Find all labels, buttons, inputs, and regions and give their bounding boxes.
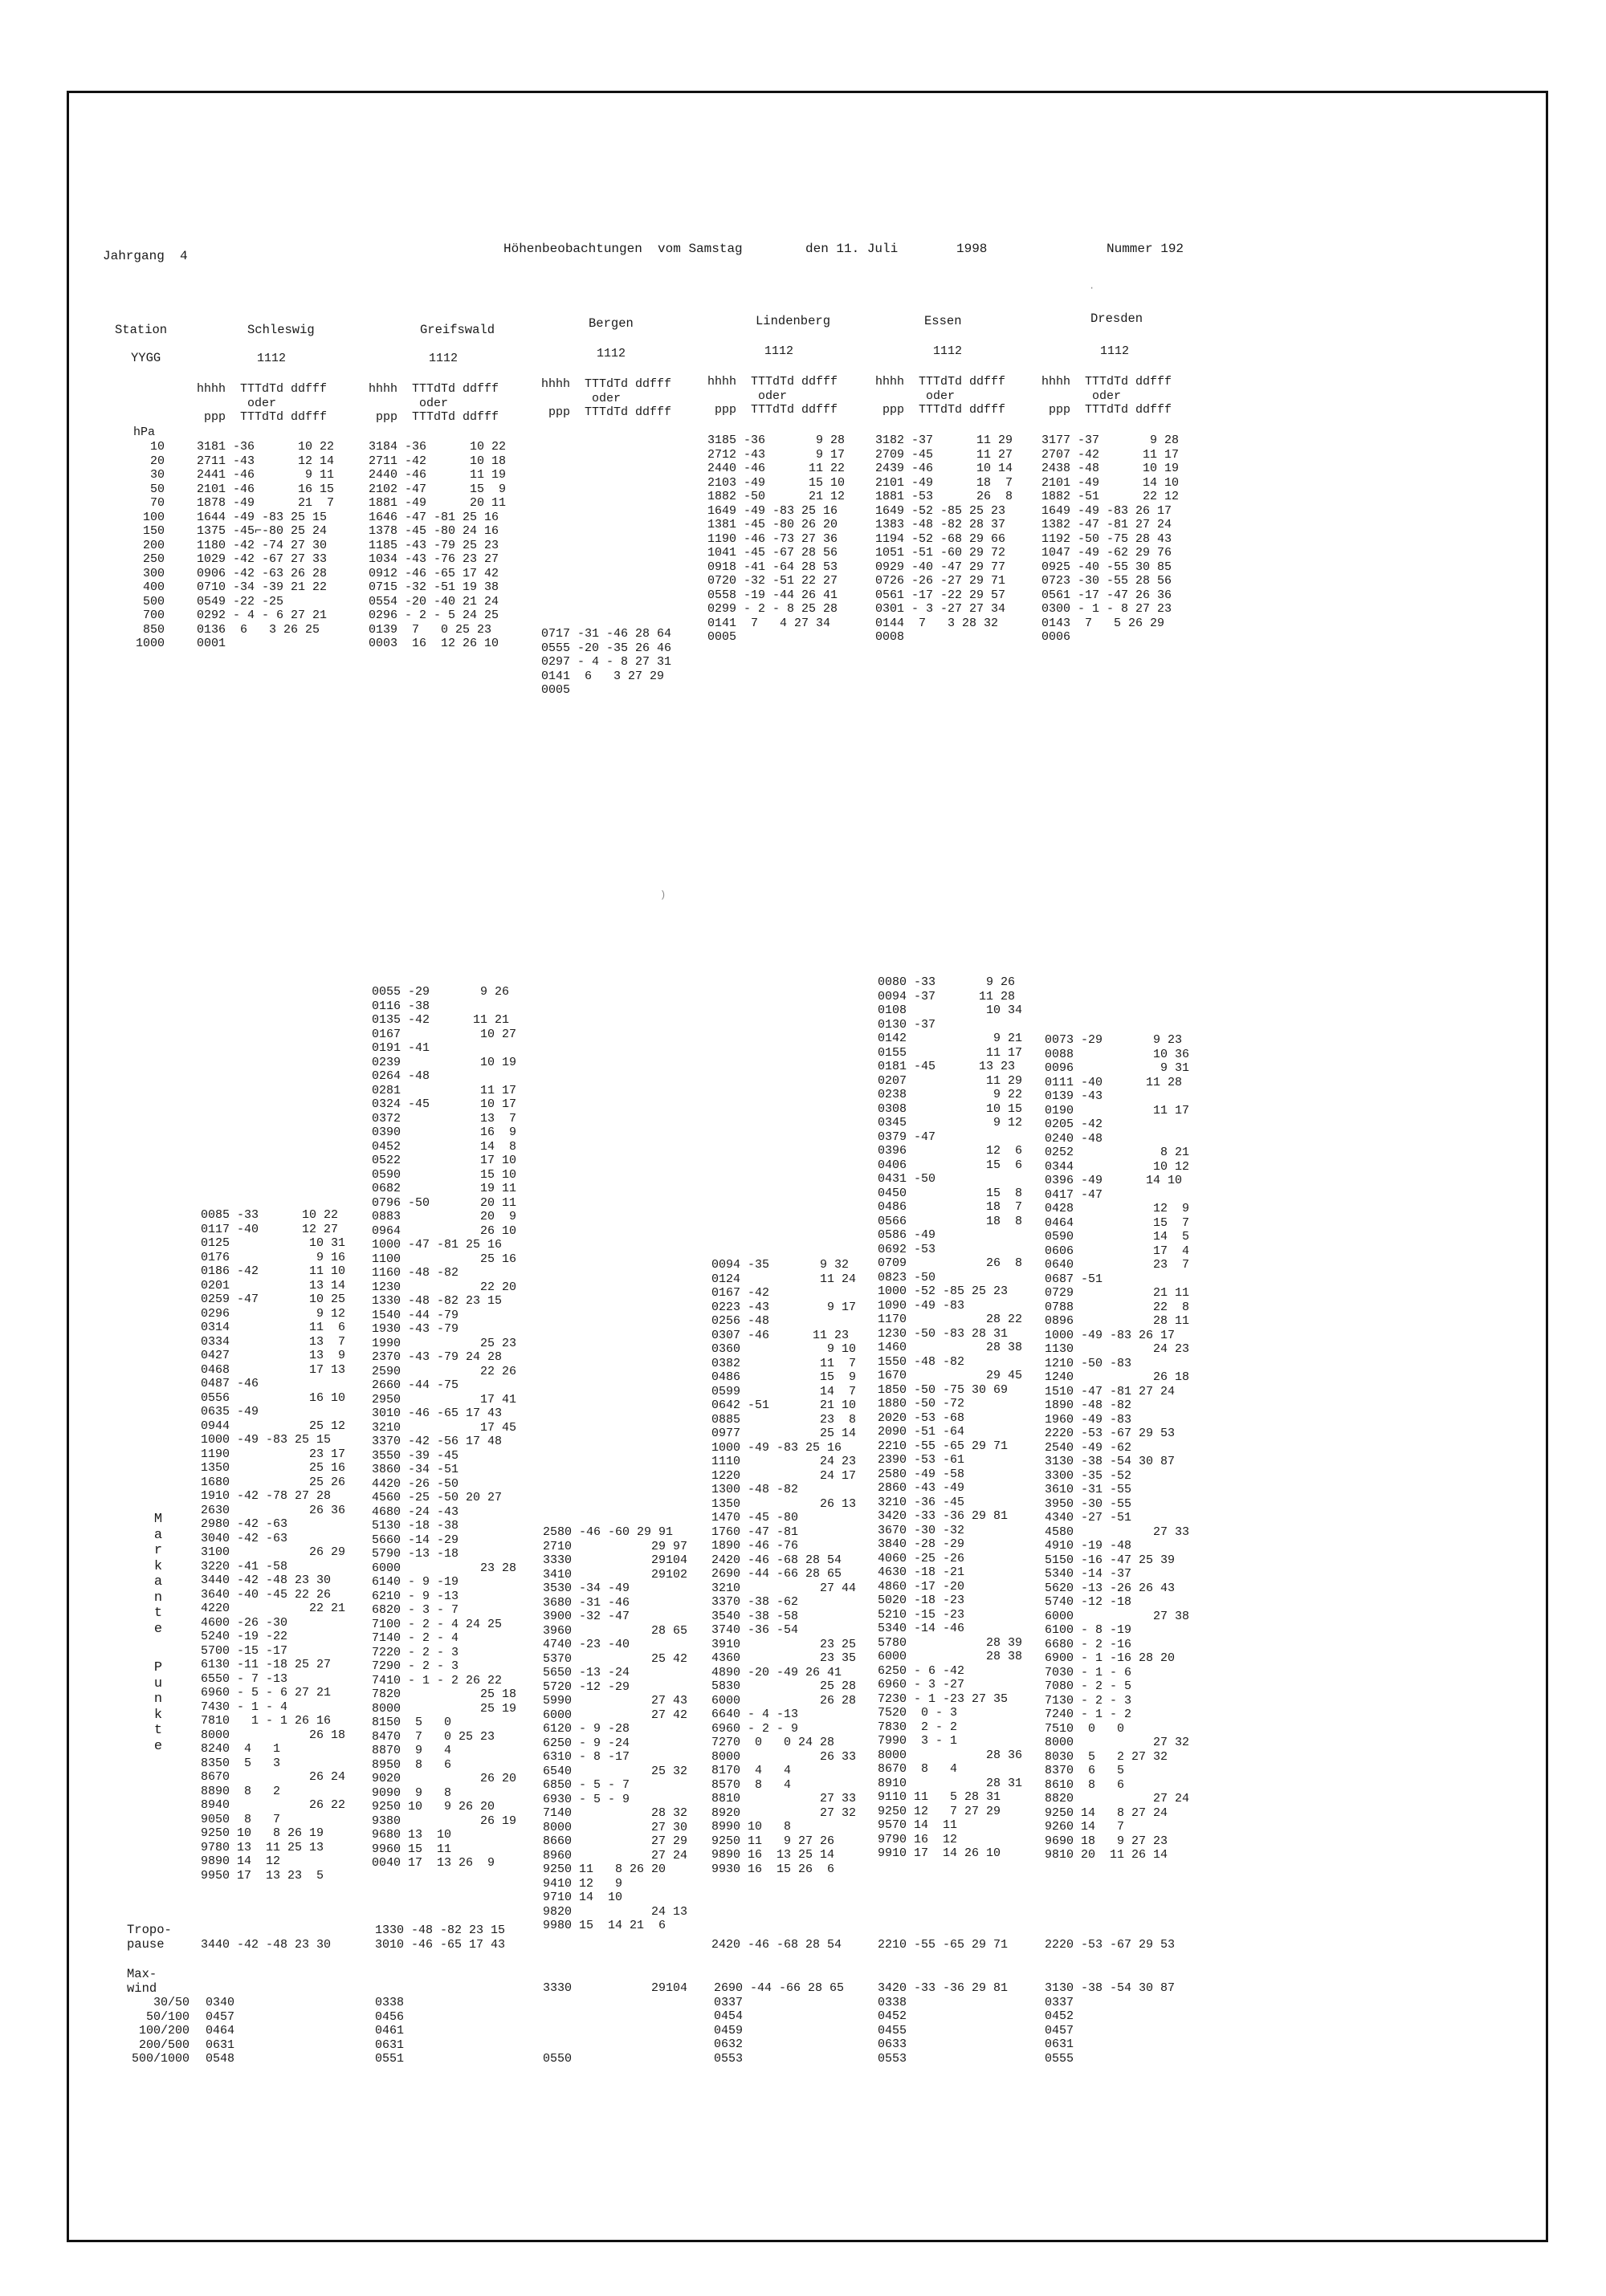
column-header-essen: hhhh TTTdTd ddfff oder ppp TTTdTd ddfff [875,375,1006,417]
punkte-label: P u n k t e [153,1660,163,1754]
stray-mark: · [1089,283,1095,294]
maxwind-schleswig: 0340 0457 0464 0631 0548 [206,1996,235,2066]
tropopause-lindenberg: 2420 -46 -68 28 54 [711,1938,842,1952]
standard-levels-dresden: 3177 -37 9 28 2707 -42 11 17 2438 -48 10 19 2101 -49 14 10 1882 -51 22 12 1649 -49 -83 26 17 1382 -47 -81 27 24 1192 -50 -75 28 43 1047 -49 -62 29 76 0925 -40 -55 30 85 0723 -30 -55 28 56 0561 -17 -47 26 36 0300 - 1 - 8 27 23 0143 7 5 26 29 0006 [1041,434,1180,644]
maxwind-essen: 3420 -33 -36 29 81 0338 0452 0455 0633 0553 [878,1981,1009,2066]
maxwind-bergen: 3330 29104 0550 [543,1981,688,2066]
report-number: Nummer 192 [1107,242,1184,256]
station-yygg-greifswald: 1112 [429,352,459,365]
station-name-essen: Essen [924,314,962,328]
significant-points-greifswald: 0055 -29 9 26 0116 -38 0135 -42 11 21 0167 10 27 0191 -41 0239 10 19 0264 -48 0281 11 17 0324 -45 10 17 0372 13 7 0390 16 9 0452 14 8 0522 17 10 0590 15 10 0682 19 11 0796 -50 20 11 0883 20 9 0964 26 10 1000 -47 -81 25 16 1100 25 16 1160 -48 -82 1230 22 20 1330 -48 -82 23 15 1540 -44 -79 1930 -43 -79 1990 25 23 2370 -43 -79 24 28 2590 22 26 2660 -44 -75 2950 17 41 3010 -46 -65 17 43 3210 17 45 3370 -42 -56 17 48 3550 -39 -45 3860 -34 -51 4420 -26 -50 4560 -25 -50 20 27 4680 -24 -43 5130 -18 -38 5660 -14 -29 5790 -13 -18 6000 23 28 6140 - 9 -19 6210 - 9 -13 6820 - 3 - 7 7100 - 2 - 4 24 25 7140 - 2 - 4 7220 - 2 - 3 7290 - 2 - 3 7410 - 1 - 2 26 22 7820 25 18 8000 25 19 8150 5 0 8470 7 0 25 23 8870 9 4 8950 8 6 9020 26 20 9090 9 8 9250 10 9 26 20 9380 26 19 9680 13 10 9960 15 11 0040 17 13 26 9 [372,985,517,1870]
column-header-dresden: hhhh TTTdTd ddfff oder ppp TTTdTd ddfff [1041,375,1172,417]
standard-levels-schleswig: 3181 -36 10 22 2711 -43 12 14 2441 -46 9 11 2101 -46 16 15 1878 -49 21 7 1644 -49 -83 25 15 1375 -45⌐-80 25 24 1180 -42 -74 27 30 1029 -42 -67 27 33 0906 -42 -63 26 28 0710 -34 -39 21 22 0549 -22 -25 0292 - 4 - 6 27 21 0136 6 3 26 25 0001 [197,440,335,650]
significant-points-lindenberg: 0094 -35 9 32 0124 11 24 0167 -42 0223 -43 9 17 0256 -48 0307 -46 11 23 0360 9 10 0382 11 7 0486 15 9 0599 14 7 0642 -51 21 10 0885 23 8 0977 25 14 1000 -49 -83 25 16 1110 24 23 1220 24 17 1300 -48 -82 1350 26 13 1470 -45 -80 1760 -47 -81 1890 -46 -76 2420 -46 -68 28 54 2690 -44 -66 28 65 3210 27 44 3370 -38 -62 3540 -38 -58 3740 -36 -54 3910 23 25 4360 23 35 4890 -20 -49 26 41 5830 25 28 6000 26 28 6640 - 4 -13 6960 - 2 - 9 7270 0 0 24 28 8000 26 33 8170 4 4 8570 8 4 8810 27 33 8920 27 32 8990 10 8 9250 11 9 27 26 9890 16 13 25 14 9930 16 15 26 6 [711,1258,857,1876]
tropopause-essen: 2210 -55 -65 29 71 [878,1938,1009,1952]
maxwind-dresden: 3130 -38 -54 30 87 0337 0452 0457 0631 0555 [1045,1981,1176,2066]
standard-levels-lindenberg: 3185 -36 9 28 2712 -43 9 17 2440 -46 11 22 2103 -49 15 10 1882 -50 21 12 1649 -49 -83 25 16 1381 -45 -80 26 20 1190 -46 -73 27 36 1041 -45 -67 28 56 0918 -41 -64 28 53 0720 -32 -51 22 27 0558 -19 -44 26 41 0299 - 2 - 8 25 28 0141 7 4 27 34 0005 [707,434,846,644]
report-title: Höhenbeobachtungen vom Samstag [503,242,743,256]
stray-mark: ) [660,889,666,901]
station-yygg-essen: 1112 [933,344,963,358]
maxwind-label: Max- wind [127,1967,157,1996]
station-yygg-lindenberg: 1112 [764,344,794,358]
significant-points-bergen: 2580 -46 -60 29 91 2710 29 97 3330 29104 3410 29102 3530 -34 -49 3680 -31 -46 3900 -32 -47 3960 28 65 4740 -23 -40 5370 25 42 5650 -13 -24 5720 -12 -29 5990 27 43 6000 27 42 6120 - 9 -28 6250 - 9 -24 6310 - 8 -17 6540 25 32 6850 - 5 - 7 6930 - 5 - 9 7140 28 32 8000 27 30 8660 27 29 8960 27 24 9250 11 8 26 20 9410 12 9 9710 14 10 9820 24 13 9980 15 14 21 6 [543,1525,688,1932]
report-date: den 11. Juli [805,242,899,256]
tropopause-schleswig: 3440 -42 -48 23 30 [201,1938,332,1952]
station-name-schleswig: Schleswig [247,323,315,337]
column-header-bergen: hhhh TTTdTd ddfff oder ppp TTTdTd ddfff [541,377,672,419]
wind-levels: 30/50 50/100 100/200 200/500 500/1000 [131,1996,190,2066]
significant-points-dresden: 0073 -29 9 23 0088 10 36 0096 9 31 0111 -40 11 28 0139 -43 0190 11 17 0205 -42 0240 -48 0252 8 21 0344 10 12 0396 -49 14 10 0417 -47 0428 12 9 0464 15 7 0590 14 5 0606 17 4 0640 23 7 0687 -51 0729 21 11 0788 22 8 0896 28 11 1000 -49 -83 26 17 1130 24 23 1210 -50 -83 1240 26 18 1510 -47 -81 27 24 1890 -48 -82 1960 -49 -83 2220 -53 -67 29 53 2540 -49 -62 3130 -38 -54 30 87 3300 -35 -52 3610 -31 -55 3950 -30 -55 4340 -27 -51 4580 27 33 4910 -19 -48 5150 -16 -47 25 39 5340 -14 -37 5620 -13 -26 26 43 5740 -12 -18 6000 27 38 6100 - 8 -19 6680 - 2 -16 6900 - 1 -16 28 20 7030 - 1 - 6 7080 - 2 - 5 7130 - 2 - 3 7240 - 1 - 2 7510 0 0 8000 27 32 8030 5 2 27 32 8370 6 5 8610 8 6 8820 27 24 9250 14 8 27 24 9260 14 7 9690 18 9 27 23 9810 20 11 26 14 [1045,1033,1190,1862]
maxwind-lindenberg: 2690 -44 -66 28 65 0337 0454 0459 0632 0553 [714,1981,845,2066]
station-yygg-bergen: 1112 [597,347,626,360]
standard-levels-essen: 3182 -37 11 29 2709 -45 11 27 2439 -46 10 14 2101 -49 18 7 1881 -53 26 8 1649 -52 -85 25 23 1383 -48 -82 28 37 1194 -52 -68 29 66 1051 -51 -60 29 72 0929 -40 -47 29 77 0726 -26 -27 29 71 0561 -17 -22 29 57 0301 - 3 -27 27 34 0144 7 3 28 32 0008 [875,434,1013,644]
tropopause-dresden: 2220 -53 -67 29 53 [1045,1938,1176,1952]
station-name-lindenberg: Lindenberg [756,314,831,328]
tropopause-greifswald: 1330 -48 -82 23 15 3010 -46 -65 17 43 [375,1924,506,1952]
tropopause-label: Tropo- pause [127,1923,172,1952]
column-header-lindenberg: hhhh TTTdTd ddfff oder ppp TTTdTd ddfff [707,375,838,417]
station-yygg-schleswig: 1112 [257,352,287,365]
markante-label: M a r k a n t e [153,1512,163,1637]
station-yygg-dresden: 1112 [1100,344,1130,358]
significant-points-essen: 0080 -33 9 26 0094 -37 11 28 0108 10 34 0130 -37 0142 9 21 0155 11 17 0181 -45 13 23 0207 11 29 0238 9 22 0308 10 15 0345 9 12 0379 -47 0396 12 6 0406 15 6 0431 -50 0450 15 8 0486 18 7 0566 18 8 0586 -49 0692 -53 0709 26 8 0823 -50 1000 -52 -85 25 23 1090 -49 -83 1170 28 22 1230 -50 -83 28 31 1460 28 38 1550 -48 -82 1670 29 45 1850 -50 -75 30 69 1880 -50 -72 2020 -53 -68 2090 -51 -64 2210 -55 -65 29 71 2390 -53 -61 2580 -49 -58 2860 -43 -49 3210 -36 -45 3420 -33 -36 29 81 3670 -30 -32 3840 -28 -29 4060 -25 -26 4630 -18 -21 4860 -17 -20 5020 -18 -23 5210 -15 -23 5340 -14 -46 5780 28 39 6000 28 38 6250 - 6 -42 6960 - 3 -27 7230 - 1 -23 27 35 7520 0 - 3 7830 2 - 2 7990 3 - 1 8000 28 36 8670 8 4 8910 28 31 9110 11 5 28 31 9250 12 7 27 29 9570 14 11 9790 16 12 9910 17 14 26 10 [878,975,1023,1860]
station-name-dresden: Dresden [1090,311,1143,326]
standard-levels-greifswald: 3184 -36 10 22 2711 -42 10 18 2440 -46 11 19 2102 -47 15 9 1881 -49 20 11 1646 -47 -81 25 16 1378 -45 -80 24 16 1185 -43 -79 25 23 1034 -43 -76 23 27 0912 -46 -65 17 42 0715 -32 -51 19 38 0554 -20 -40 21 24 0296 - 2 - 5 24 25 0139 7 0 25 23 0003 16 12 26 10 [369,440,507,650]
pressure-levels: 10 20 30 50 70 100 150 200 250 300 400 500 700 850 1000 [135,440,165,650]
column-header-greifswald: hhhh TTTdTd ddfff oder ppp TTTdTd ddfff [369,382,499,424]
station-name-bergen: Bergen [589,316,634,331]
significant-points-schleswig: 0085 -33 10 22 0117 -40 12 27 0125 10 31 0176 9 16 0186 -42 11 10 0201 13 14 0259 -47 10 25 0296 9 12 0314 11 6 0334 13 7 0427 13 9 0468 17 13 0487 -46 0556 16 10 0635 -49 0944 25 12 1000 -49 -83 25 15 1190 23 17 1350 25 16 1680 25 26 1910 -42 -78 27 28 2630 26 36 2980 -42 -63 3040 -42 -63 3100 26 29 3220 -41 -58 3440 -42 -48 23 30 3640 -40 -45 22 26 4220 22 21 4600 -26 -30 5240 -19 -22 5700 -15 -17 6130 -11 -18 25 27 6550 - 7 -13 6960 - 5 - 6 27 21 7430 - 1 - 4 7810 1 - 1 26 16 8000 26 18 8240 4 1 8350 5 3 8670 26 24 8890 8 2 8940 26 22 9050 8 7 9250 10 8 26 19 9780 13 11 25 13 9890 14 12 9950 17 13 23 5 [201,1208,346,1883]
jahrgang: Jahrgang 4 [103,249,188,263]
station-name-greifswald: Greifswald [420,323,495,337]
maxwind-greifswald: 0338 0456 0461 0631 0551 [375,1996,405,2066]
station-label: Station [115,323,168,337]
report-year: 1998 [956,242,988,256]
hpa-label: hPa [133,425,156,439]
yygg-label: YYGG [131,351,161,365]
standard-levels-bergen: 0717 -31 -46 28 64 0555 -20 -35 26 46 0297 - 4 - 8 27 31 0141 6 3 27 29 0005 [541,627,672,697]
column-header-schleswig: hhhh TTTdTd ddfff oder ppp TTTdTd ddfff [197,382,328,424]
